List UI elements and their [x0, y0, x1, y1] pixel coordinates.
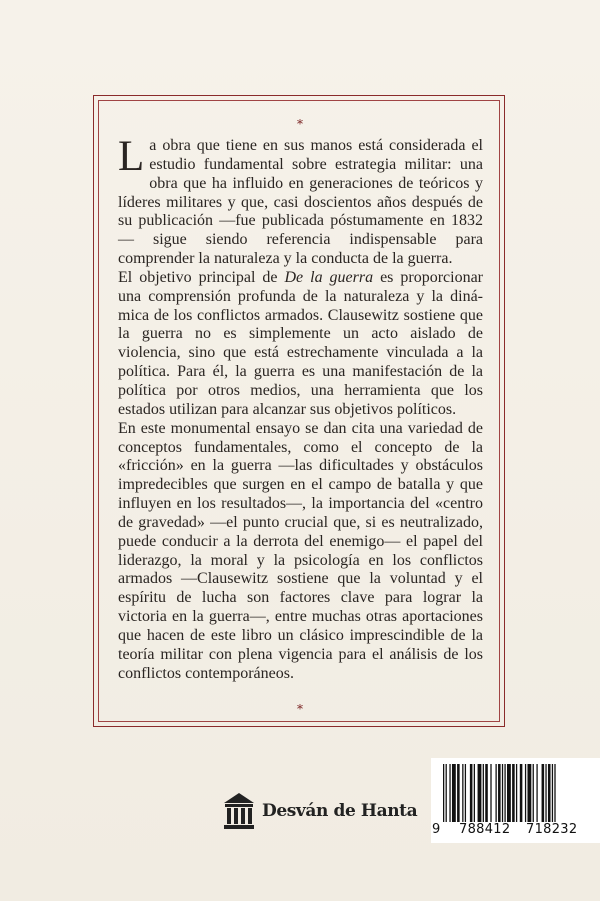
- blurb-paragraph-3: En este monumental ensayo se dan cita una variedad de conceptos fundamentales, como el concepto de la «fricción» en la guerra —las dificultades y obstáculos impredecibles que surgen en el campo de batalla y que influyen en los resultados—, la importancia del «centro de gravedad» —el punto crucial que, si es neutralizado, puede conducir a la derrota del enemigo— el papel del liderazgo, la moral y la psicología en los conflictos armados —Clausewitz sostiene que la voluntad y el espíritu de lucha son factores clave para lograr la victoria en la guerra—, entre muchas otras aportaciones que hacen de este libro un clásico imprescindible de la teoría militar con plena vigencia para el análisis de los conflictos contemporáneos.: [118, 419, 483, 682]
- publisher-name: Desván de Hanta: [262, 801, 418, 821]
- isbn-first-digit: 9: [432, 822, 441, 837]
- barcode-digits: [0, 822, 600, 842]
- isbn-group-2: 718232: [526, 822, 578, 837]
- top-ornament: *: [297, 117, 303, 131]
- drop-cap: L: [118, 133, 145, 180]
- book-title: De la guerra: [284, 268, 374, 286]
- isbn-group-1: 788412: [459, 822, 511, 837]
- blurb-paragraph-1: La obra que tiene en sus manos está considerada el estudio fundamental sobre estrategia militar: una obra que ha influido en generaciones de teóricos y líderes militares y que, casi doscientos años después de su publicación —fue publicada póstumamente en 1832— sigue siendo referencia indispensable para comprender la naturaleza y la conducta de la guerra.: [118, 133, 483, 268]
- blurb-text: [118, 133, 483, 683]
- blurb-paragraph-2: El objetivo principal de De la guerra es proporcionar una comprensión profunda de la naturaleza y la dinámica de los conflictos armados. Clausewitz sostiene que la guerra no es simplemente un acto aislado de violencia, sino que está estrechamente vinculada a la política. Para él, la guerra es una manifestación de la política por otros medios, una herramienta que los estados utilizan para alcanzar sus objetivos políticos.: [118, 268, 483, 418]
- barcode-bars: [443, 764, 595, 822]
- bottom-ornament: *: [297, 702, 303, 716]
